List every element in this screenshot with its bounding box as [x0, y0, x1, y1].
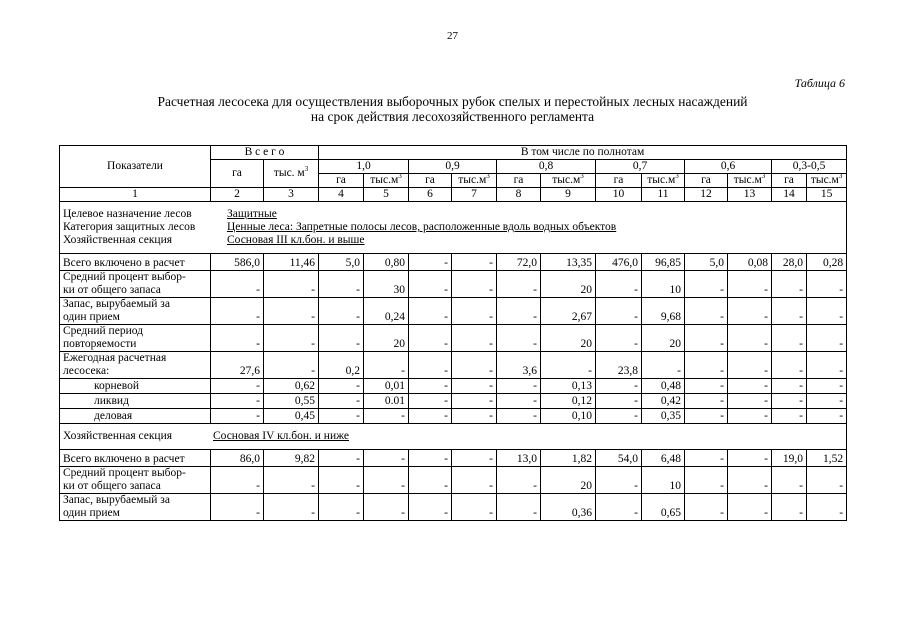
table-cell: 20 [642, 325, 685, 352]
table-cell: - [772, 409, 807, 424]
header-total: В с е г о [211, 146, 319, 160]
table-cell: 10 [642, 467, 685, 494]
category-line-label: Категория защитных лесов [63, 221, 196, 233]
econ-section-line-label: Хозяйственная секция [63, 234, 173, 246]
header-density: 0,9 [409, 160, 497, 174]
table-cell: - [772, 379, 807, 394]
table-cell: - [409, 254, 452, 271]
table-row [60, 271, 847, 298]
table-cell: - [364, 352, 409, 379]
table-cell: - [807, 298, 847, 325]
table-cell: - [497, 467, 541, 494]
table-cell: - [685, 298, 728, 325]
table-cell: - [685, 271, 728, 298]
header-ha: га [211, 160, 264, 188]
table-cell: 19,0 [772, 450, 807, 467]
table-cell: - [497, 394, 541, 409]
table-cell: - [728, 379, 772, 394]
purpose-line-value: Защитные [227, 208, 277, 220]
table-cell: 0,80 [364, 254, 409, 271]
table-cell: 10 [642, 271, 685, 298]
table-cell: 28,0 [772, 254, 807, 271]
table-cell: - [728, 394, 772, 409]
header-ha: га [596, 174, 642, 188]
column-number: 1 [60, 188, 211, 202]
table-cell: - [319, 450, 364, 467]
table-cell: - [642, 352, 685, 379]
table-cell: - [211, 494, 264, 521]
table-cell: - [807, 467, 847, 494]
table-cell: 0,10 [541, 409, 596, 424]
table-cell: - [807, 271, 847, 298]
column-number: 13 [728, 188, 772, 202]
table-cell: - [452, 271, 497, 298]
table-cell: - [364, 467, 409, 494]
header-m3: $тыс.м^3$ [452, 174, 497, 188]
table-cell: - [772, 271, 807, 298]
table-cell: - [728, 298, 772, 325]
table-cell: 72,0 [497, 254, 541, 271]
purpose-line [63, 208, 843, 221]
table-cell: 0,62 [264, 379, 319, 394]
column-number: 3 [264, 188, 319, 202]
table-cell: - [364, 409, 409, 424]
table-cell: 3,6 [497, 352, 541, 379]
table-cell: - [772, 467, 807, 494]
table-cell: 0,45 [264, 409, 319, 424]
table-cell: 54,0 [596, 450, 642, 467]
table-cell: - [319, 394, 364, 409]
table-row [60, 494, 847, 521]
table-row [60, 352, 847, 379]
table-cell: - [497, 494, 541, 521]
section-info [60, 424, 847, 450]
table-row [60, 254, 847, 271]
table-cell: 0,01 [364, 379, 409, 394]
table-cell: - [264, 494, 319, 521]
table-cell: - [685, 409, 728, 424]
header-m3: $тыс.м^3$ [642, 174, 685, 188]
row-label: Всего включено в расчет [60, 450, 211, 467]
table-cell: 0,24 [364, 298, 409, 325]
table-cell: 0,28 [807, 254, 847, 271]
row-label: Средний процент выбор- ки от общего запаса [60, 271, 211, 298]
table-cell: - [596, 467, 642, 494]
table-body [60, 202, 847, 521]
header-density: 0,6 [685, 160, 772, 174]
column-number: 7 [452, 188, 497, 202]
table-cell: - [319, 494, 364, 521]
table-cell: - [497, 271, 541, 298]
table-cell: - [807, 409, 847, 424]
table-cell: 13,35 [541, 254, 596, 271]
column-number: 8 [497, 188, 541, 202]
header-density: 0,3-0,5 [772, 160, 847, 174]
table-cell: 6,48 [642, 450, 685, 467]
row-label: Запас, вырубаемый за один прием [60, 298, 211, 325]
table-cell: 96,85 [642, 254, 685, 271]
table-cell: - [497, 409, 541, 424]
table-cell: 0,12 [541, 394, 596, 409]
table-cell: - [452, 325, 497, 352]
table-cell: - [319, 271, 364, 298]
category-line-value: Ценные леса: Запретные полосы лесов, расположенные вдоль водных объектов [227, 221, 617, 233]
table-cell: - [497, 298, 541, 325]
table-cell: - [772, 325, 807, 352]
table-cell: 30 [364, 271, 409, 298]
table-cell: 86,0 [211, 450, 264, 467]
table-header [60, 146, 847, 202]
table-cell: - [541, 352, 596, 379]
table-cell: 13,0 [497, 450, 541, 467]
column-number: 2 [211, 188, 264, 202]
econ-section-line-label: Хозяйственная секция [63, 430, 173, 442]
table-cell: 0,36 [541, 494, 596, 521]
table-cell: - [211, 271, 264, 298]
page-number: 27 [447, 30, 458, 42]
table-row [60, 467, 847, 494]
row-label: Запас, вырубаемый за один прием [60, 494, 211, 521]
table-cell: - [807, 325, 847, 352]
table-cell: - [452, 298, 497, 325]
table-cell: - [807, 352, 847, 379]
table-cell: - [211, 298, 264, 325]
table-cell: - [364, 450, 409, 467]
table-cell: - [685, 352, 728, 379]
header-ha: га [772, 174, 807, 188]
table-cell: 23,8 [596, 352, 642, 379]
column-number: 10 [596, 188, 642, 202]
table-cell: - [596, 394, 642, 409]
table-cell: 1,52 [807, 450, 847, 467]
table-cell: - [596, 494, 642, 521]
header-ha: га [409, 174, 452, 188]
table-cell: - [728, 271, 772, 298]
table-cell: - [409, 494, 452, 521]
table-cell: - [409, 298, 452, 325]
header-m3: $тыс.м^3$ [807, 174, 847, 188]
table-cell: 5,0 [319, 254, 364, 271]
table-cell: - [264, 298, 319, 325]
column-number: 14 [772, 188, 807, 202]
table-cell: - [685, 394, 728, 409]
table-cell: - [264, 467, 319, 494]
table-cell: - [452, 379, 497, 394]
column-number: 11 [642, 188, 685, 202]
table-cell: 20 [541, 325, 596, 352]
table-row [60, 450, 847, 467]
table-cell: - [596, 379, 642, 394]
table-cell: - [685, 467, 728, 494]
table-cell: 0,48 [642, 379, 685, 394]
table-cell: - [596, 298, 642, 325]
table-cell: - [409, 409, 452, 424]
row-label: корневой [60, 379, 211, 394]
header-ha: га [685, 174, 728, 188]
table-cell: - [264, 271, 319, 298]
row-label: Всего включено в расчет [60, 254, 211, 271]
table-cell: 0,65 [642, 494, 685, 521]
table-cell: - [319, 325, 364, 352]
table-cell: - [409, 450, 452, 467]
table-cell: - [685, 379, 728, 394]
table-cell: 9,68 [642, 298, 685, 325]
table-cell: - [497, 379, 541, 394]
table-cell: 0,2 [319, 352, 364, 379]
table-cell: - [211, 325, 264, 352]
econ-section-line-value: Сосновая IV кл.бон. и ниже [213, 430, 350, 442]
row-label: Ежегодная расчетная лесосека: [60, 352, 211, 379]
table-cell: - [596, 325, 642, 352]
table-cell: - [728, 494, 772, 521]
table-cell: 20 [364, 325, 409, 352]
table-cell: 11,46 [264, 254, 319, 271]
table-row [60, 298, 847, 325]
econ-section-line [63, 430, 843, 443]
header-density: 0,7 [596, 160, 685, 174]
table-cell: - [807, 394, 847, 409]
table-row [60, 325, 847, 352]
table-cell: 20 [541, 271, 596, 298]
header-density: 0,8 [497, 160, 596, 174]
table-cell: 27,6 [211, 352, 264, 379]
column-number: 9 [541, 188, 596, 202]
table-cell: - [319, 298, 364, 325]
table-cell: - [728, 450, 772, 467]
table-cell: 586,0 [211, 254, 264, 271]
table-cell: 0,35 [642, 409, 685, 424]
table-cell: - [452, 467, 497, 494]
row-label: Средний процент выбор- ки от общего запаса [60, 467, 211, 494]
table-cell: - [772, 494, 807, 521]
header-ha: га [319, 174, 364, 188]
table-cell: - [409, 325, 452, 352]
table-cell: 0,08 [728, 254, 772, 271]
table-row [60, 379, 847, 394]
column-number: 5 [364, 188, 409, 202]
row-label: Средний период повторяемости [60, 325, 211, 352]
table-cell: 476,0 [596, 254, 642, 271]
table-cell: 0,13 [541, 379, 596, 394]
table-cell: 0,42 [642, 394, 685, 409]
econ-section-line [63, 234, 843, 247]
table-cell: 20 [541, 467, 596, 494]
table-cell: - [772, 298, 807, 325]
table-cell: - [596, 409, 642, 424]
title-line-1: Расчетная лесосека для осуществления выборочных рубок спелых и перестойных лесных насаждений [157, 94, 748, 109]
table-cell: - [452, 394, 497, 409]
table-cell: - [772, 394, 807, 409]
table-cell: 0,55 [264, 394, 319, 409]
table-cell: 1,82 [541, 450, 596, 467]
column-number: 4 [319, 188, 364, 202]
table-cell: 5,0 [685, 254, 728, 271]
table-cell: - [264, 352, 319, 379]
table-cell: 0.01 [364, 394, 409, 409]
header-m3: $тыс.м^3$ [728, 174, 772, 188]
header-indicators: Показатели [60, 146, 211, 188]
row-label: ликвид [60, 394, 211, 409]
table-cell: - [409, 271, 452, 298]
purpose-line-label: Целевое назначение лесов [63, 208, 192, 220]
column-number: 15 [807, 188, 847, 202]
allowable-cut-table [59, 145, 847, 521]
econ-section-line-value: Сосновая III кл.бон. и выше [227, 234, 365, 246]
header-m3: тыс. $м^3$ [264, 160, 319, 188]
table-cell: - [319, 379, 364, 394]
table-cell: - [728, 409, 772, 424]
category-line [63, 221, 843, 234]
table-cell: - [211, 467, 264, 494]
table-cell: - [319, 409, 364, 424]
table-cell: - [452, 409, 497, 424]
table-cell: - [596, 271, 642, 298]
column-number: 12 [685, 188, 728, 202]
table-cell: - [807, 494, 847, 521]
table-cell: - [497, 325, 541, 352]
table-cell: - [728, 325, 772, 352]
table-cell: - [409, 394, 452, 409]
table-cell: - [807, 379, 847, 394]
table-cell: 2,67 [541, 298, 596, 325]
table-row [60, 394, 847, 409]
table-cell: 9,82 [264, 450, 319, 467]
title-line-2: на срок действия лесохозяйственного регламента [310, 109, 595, 124]
table-cell: - [211, 409, 264, 424]
header-m3: $тыс.м^3$ [541, 174, 596, 188]
section-info [60, 202, 847, 254]
table-title [0, 94, 905, 124]
header-including: В том числе по полнотам [319, 146, 847, 160]
table-cell: - [772, 352, 807, 379]
table-cell: - [409, 379, 452, 394]
table-cell: - [728, 467, 772, 494]
table-cell: - [728, 352, 772, 379]
table-cell: - [319, 467, 364, 494]
table-cell: - [211, 379, 264, 394]
table-cell: - [452, 450, 497, 467]
table-cell: - [409, 467, 452, 494]
header-density: 1,0 [319, 160, 409, 174]
table-cell: - [452, 352, 497, 379]
table-number: Таблица 6 [794, 76, 845, 90]
table-cell: - [409, 352, 452, 379]
table-cell: - [685, 325, 728, 352]
table-cell: - [685, 450, 728, 467]
table-row [60, 409, 847, 424]
table-cell: - [264, 325, 319, 352]
table-cell: - [685, 494, 728, 521]
header-m3: $тыс.м^3$ [364, 174, 409, 188]
header-ha: га [497, 174, 541, 188]
table-cell: - [211, 394, 264, 409]
row-label: деловая [60, 409, 211, 424]
column-number: 6 [409, 188, 452, 202]
table-cell: - [364, 494, 409, 521]
table-cell: - [452, 494, 497, 521]
table-cell: - [452, 254, 497, 271]
